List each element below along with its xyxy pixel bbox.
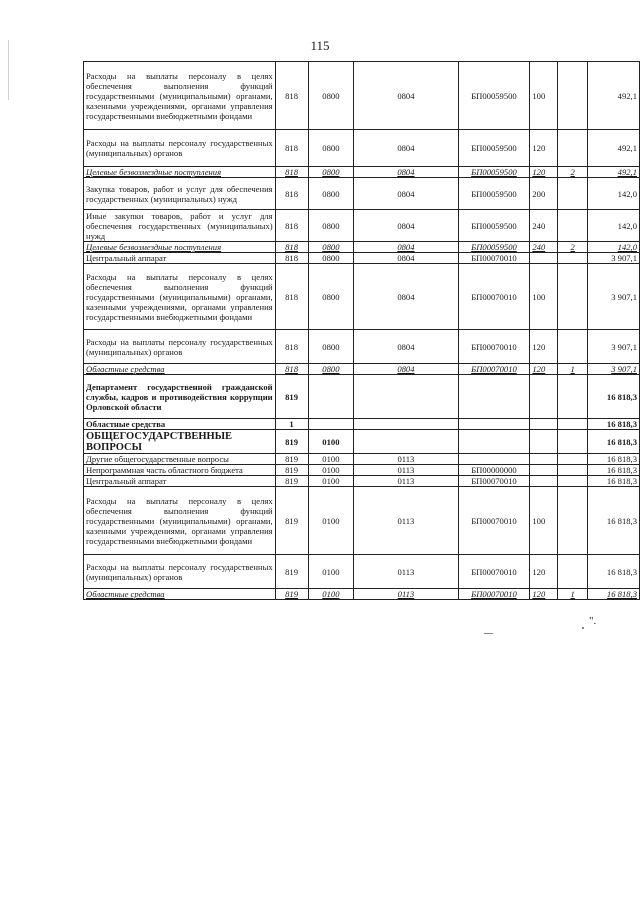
col-name: Расходы на выплаты персоналу в целях обеспечения выполнения функций государственными (муниципальными) органами, казенными учреждениями, органами управления государственными внебюджетными фондами	[84, 264, 276, 330]
col-podrazdel: 0804	[354, 210, 458, 242]
col-istochnik	[558, 130, 588, 167]
col-podrazdel: 0804	[354, 130, 458, 167]
col-istochnik	[558, 454, 588, 465]
col-summa: 16 818,3	[588, 555, 640, 589]
col-istochnik: 2	[558, 242, 588, 253]
col-podrazdel	[354, 430, 458, 454]
col-vr: 240	[530, 210, 558, 242]
table-row	[84, 476, 640, 487]
col-name: Расходы на выплаты персоналу государственных (муниципальных) органов	[84, 130, 276, 167]
col-summa: 16 818,3	[588, 454, 640, 465]
col-summa: 492,1	[588, 62, 640, 130]
col-vr	[530, 465, 558, 476]
col-vedomstvo: 819	[275, 454, 308, 465]
closing-mark: ".	[589, 615, 597, 627]
col-istochnik	[558, 487, 588, 555]
col-podrazdel: 0113	[354, 589, 458, 600]
col-vr: 100	[530, 62, 558, 130]
col-istochnik	[558, 62, 588, 130]
table-row	[84, 62, 640, 130]
col-vedomstvo: 819	[275, 589, 308, 600]
col-vr: 100	[530, 264, 558, 330]
col-csr: БП00070010	[458, 264, 530, 330]
col-summa: 16 818,3	[588, 419, 640, 430]
col-name: Иные закупки товаров, работ и услуг для обеспечения государственных (муниципальных) нужд	[84, 210, 276, 242]
col-razdel: 0100	[308, 487, 354, 555]
col-razdel: 0100	[308, 589, 354, 600]
col-name: Другие общегосударственные вопросы	[84, 454, 276, 465]
col-istochnik	[558, 253, 588, 264]
col-istochnik: 1	[558, 364, 588, 375]
col-vedomstvo: 1	[275, 419, 308, 430]
col-summa: 142,0	[588, 210, 640, 242]
col-summa: 3 907,1	[588, 330, 640, 364]
col-name: Расходы на выплаты персоналу государственных (муниципальных) органов	[84, 330, 276, 364]
col-istochnik	[558, 430, 588, 454]
col-vr: 100	[530, 487, 558, 555]
col-istochnik	[558, 264, 588, 330]
col-vedomstvo: 818	[275, 178, 308, 210]
col-vedomstvo: 819	[275, 375, 308, 419]
scan-mark	[8, 40, 9, 100]
col-vedomstvo: 819	[275, 430, 308, 454]
col-razdel	[308, 419, 354, 430]
col-istochnik	[558, 330, 588, 364]
table-row	[84, 178, 640, 210]
col-istochnik	[558, 210, 588, 242]
col-podrazdel: 0113	[354, 476, 458, 487]
scan-mark	[484, 633, 493, 634]
col-vr	[530, 375, 558, 419]
col-summa: 492,1	[588, 130, 640, 167]
col-summa: 16 818,3	[588, 375, 640, 419]
col-name: Центральный аппарат	[84, 253, 276, 264]
table-row	[84, 375, 640, 419]
col-podrazdel: 0113	[354, 454, 458, 465]
col-vedomstvo: 818	[275, 130, 308, 167]
col-csr: БП00059500	[458, 130, 530, 167]
col-istochnik	[558, 375, 588, 419]
col-name: Расходы на выплаты персоналу в целях обеспечения выполнения функций государственными (муниципальными) органами, казенными учреждениями, органами управления государственными внебюджетными фондами	[84, 62, 276, 130]
col-istochnik: 2	[558, 167, 588, 178]
col-razdel: 0100	[308, 454, 354, 465]
col-istochnik	[558, 476, 588, 487]
col-razdel: 0800	[308, 242, 354, 253]
col-csr: БП00070010	[458, 487, 530, 555]
col-name: Областные средства	[84, 419, 276, 430]
col-csr: БП00000000	[458, 465, 530, 476]
table-row	[84, 430, 640, 454]
col-vr: 120	[530, 589, 558, 600]
col-name: Областные средства	[84, 364, 276, 375]
col-podrazdel: 0804	[354, 167, 458, 178]
col-istochnik	[558, 178, 588, 210]
col-vedomstvo: 819	[275, 465, 308, 476]
col-summa: 142,0	[588, 178, 640, 210]
col-vr	[530, 454, 558, 465]
table-row	[84, 487, 640, 555]
col-podrazdel: 0113	[354, 487, 458, 555]
col-csr: БП00070010	[458, 589, 530, 600]
col-podrazdel: 0804	[354, 364, 458, 375]
col-podrazdel	[354, 375, 458, 419]
col-podrazdel: 0113	[354, 555, 458, 589]
table-row	[84, 167, 640, 178]
col-csr: БП00070010	[458, 555, 530, 589]
col-csr	[458, 375, 530, 419]
col-csr: БП00059500	[458, 178, 530, 210]
col-vedomstvo: 818	[275, 264, 308, 330]
table-row	[84, 364, 640, 375]
col-vedomstvo: 818	[275, 330, 308, 364]
col-vr	[530, 476, 558, 487]
col-summa: 142,0	[588, 242, 640, 253]
table-row	[84, 465, 640, 476]
col-csr	[458, 454, 530, 465]
table-row	[84, 210, 640, 242]
col-csr: БП00070010	[458, 364, 530, 375]
col-vr: 120	[530, 555, 558, 589]
budget-table	[83, 61, 640, 600]
col-vedomstvo: 819	[275, 476, 308, 487]
col-podrazdel	[354, 419, 458, 430]
table-body	[84, 62, 640, 600]
col-razdel: 0800	[308, 264, 354, 330]
col-summa: 16 818,3	[588, 487, 640, 555]
col-name: Расходы на выплаты персоналу в целях обеспечения выполнения функций государственными (муниципальными) органами, казенными учреждениями, органами управления государственными внебюджетными фондами	[84, 487, 276, 555]
col-csr: БП00070010	[458, 330, 530, 364]
col-podrazdel: 0804	[354, 330, 458, 364]
col-summa: 3 907,1	[588, 364, 640, 375]
col-name: Центральный аппарат	[84, 476, 276, 487]
col-razdel: 0800	[308, 130, 354, 167]
col-razdel: 0800	[308, 210, 354, 242]
col-vedomstvo: 819	[275, 555, 308, 589]
col-csr: БП00059500	[458, 242, 530, 253]
col-podrazdel: 0804	[354, 253, 458, 264]
col-istochnik	[558, 419, 588, 430]
col-razdel: 0800	[308, 178, 354, 210]
col-razdel: 0800	[308, 62, 354, 130]
col-name: Целевые безвозмездные поступления	[84, 242, 276, 253]
col-summa: 16 818,3	[588, 476, 640, 487]
col-podrazdel: 0113	[354, 465, 458, 476]
table-row	[84, 330, 640, 364]
col-vedomstvo: 818	[275, 167, 308, 178]
col-istochnik	[558, 465, 588, 476]
col-summa: 16 818,3	[588, 589, 640, 600]
col-vedomstvo: 818	[275, 210, 308, 242]
col-vr: 240	[530, 242, 558, 253]
col-vr	[530, 430, 558, 454]
col-name: ОБЩЕГОСУДАРСТВЕННЫЕ ВОПРОСЫ	[84, 430, 276, 454]
col-vr: 200	[530, 178, 558, 210]
scan-mark	[582, 627, 584, 629]
table-row	[84, 253, 640, 264]
table-row	[84, 419, 640, 430]
table-row	[84, 454, 640, 465]
col-vr: 120	[530, 364, 558, 375]
col-vedomstvo: 818	[275, 364, 308, 375]
col-name: Областные средства	[84, 589, 276, 600]
col-razdel: 0100	[308, 555, 354, 589]
col-name: Непрограммная часть областного бюджета	[84, 465, 276, 476]
col-razdel: 0100	[308, 476, 354, 487]
table-row	[84, 555, 640, 589]
col-summa: 3 907,1	[588, 264, 640, 330]
table-row	[84, 242, 640, 253]
col-razdel: 0800	[308, 167, 354, 178]
col-vedomstvo: 818	[275, 242, 308, 253]
col-vedomstvo: 818	[275, 62, 308, 130]
col-summa: 16 818,3	[588, 430, 640, 454]
col-summa: 16 818,3	[588, 465, 640, 476]
col-razdel	[308, 375, 354, 419]
col-name: Расходы на выплаты персоналу государственных (муниципальных) органов	[84, 555, 276, 589]
col-name: Целевые безвозмездные поступления	[84, 167, 276, 178]
col-podrazdel: 0804	[354, 62, 458, 130]
page-number: 115	[310, 38, 330, 53]
col-vr	[530, 253, 558, 264]
col-istochnik	[558, 555, 588, 589]
col-vr: 120	[530, 330, 558, 364]
col-summa: 3 907,1	[588, 253, 640, 264]
col-razdel: 0800	[308, 253, 354, 264]
col-razdel: 0800	[308, 330, 354, 364]
col-podrazdel: 0804	[354, 242, 458, 253]
col-csr	[458, 419, 530, 430]
col-podrazdel: 0804	[354, 264, 458, 330]
table-row	[84, 589, 640, 600]
col-vedomstvo: 819	[275, 487, 308, 555]
col-csr: БП00059500	[458, 210, 530, 242]
col-razdel: 0100	[308, 465, 354, 476]
table-row	[84, 264, 640, 330]
col-vr: 120	[530, 130, 558, 167]
col-csr	[458, 430, 530, 454]
col-csr: БП00059500	[458, 167, 530, 178]
col-vr: 120	[530, 167, 558, 178]
col-csr: БП00070010	[458, 476, 530, 487]
col-razdel: 0100	[308, 430, 354, 454]
table-row	[84, 130, 640, 167]
col-vr	[530, 419, 558, 430]
col-istochnik: 1	[558, 589, 588, 600]
col-name: Закупка товаров, работ и услуг для обеспечения государственных (муниципальных) нужд	[84, 178, 276, 210]
col-razdel: 0800	[308, 364, 354, 375]
col-csr: БП00070010	[458, 253, 530, 264]
col-summa: 492,1	[588, 167, 640, 178]
col-name: Департамент государственной гражданской службы, кадров и противодействия коррупции Орловской области	[84, 375, 276, 419]
col-vedomstvo: 818	[275, 253, 308, 264]
col-podrazdel: 0804	[354, 178, 458, 210]
col-csr: БП00059500	[458, 62, 530, 130]
